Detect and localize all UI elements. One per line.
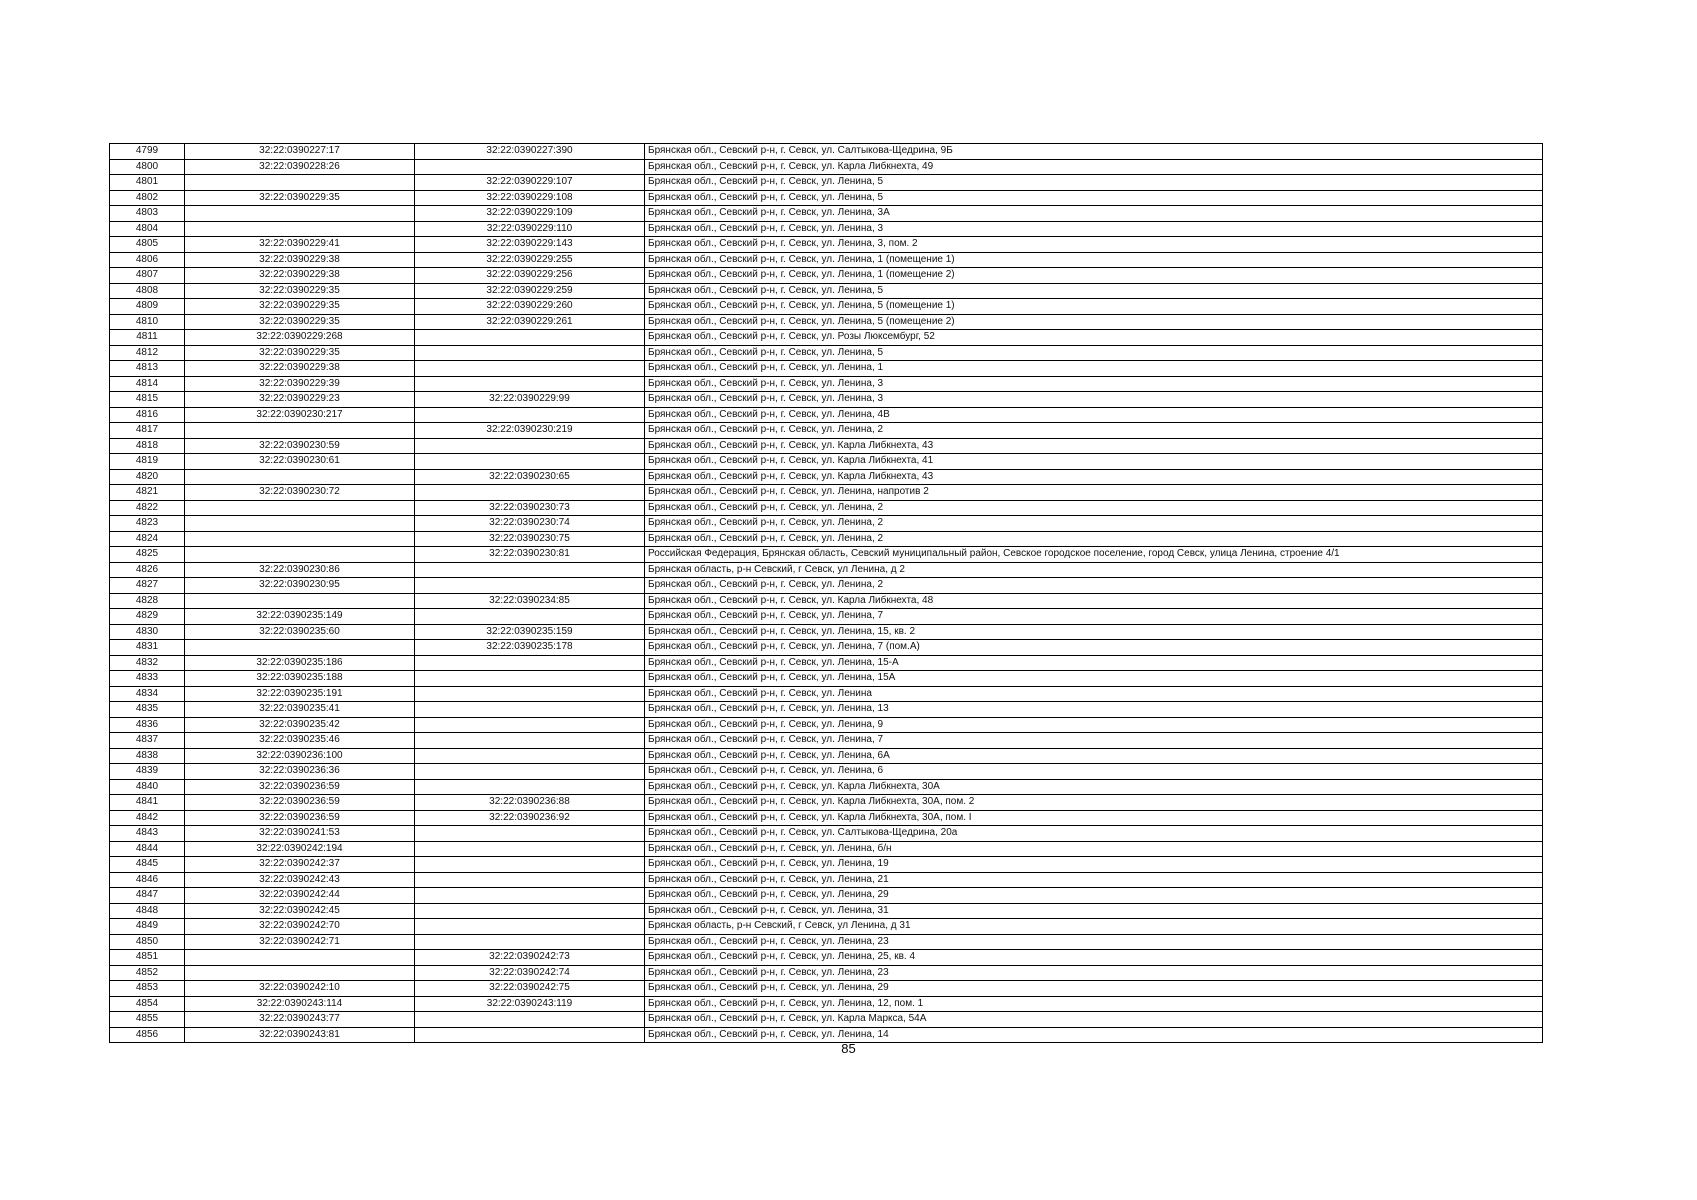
row-number-cell: 4853 bbox=[110, 981, 185, 997]
table-row bbox=[110, 624, 1543, 640]
object-cadastral-number-cell bbox=[415, 438, 645, 454]
address-cell: Брянская обл., Севский р-н, г. Севск, ул. Карла Либкнехта, 30А, пом. I bbox=[645, 810, 1543, 826]
property-registry-table bbox=[109, 143, 1543, 1043]
table-row bbox=[110, 609, 1543, 625]
table-row bbox=[110, 206, 1543, 222]
cadastral-number-cell: 32:22:0390243:114 bbox=[185, 996, 415, 1012]
address-cell: Брянская обл., Севский р-н, г. Севск, ул. Ленина, 3А bbox=[645, 206, 1543, 222]
object-cadastral-number-cell: 32:22:0390242:73 bbox=[415, 950, 645, 966]
registry-table-body bbox=[110, 144, 1543, 1043]
object-cadastral-number-cell bbox=[415, 330, 645, 346]
table-row bbox=[110, 919, 1543, 935]
address-cell: Брянская обл., Севский р-н, г. Севск, ул. Ленина, 2 bbox=[645, 516, 1543, 532]
table-row bbox=[110, 702, 1543, 718]
table-row bbox=[110, 981, 1543, 997]
address-cell: Брянская обл., Севский р-н, г. Севск, ул. Ленина, 3, пом. 2 bbox=[645, 237, 1543, 253]
cadastral-number-cell: 32:22:0390229:35 bbox=[185, 190, 415, 206]
row-number-cell: 4819 bbox=[110, 454, 185, 470]
object-cadastral-number-cell bbox=[415, 609, 645, 625]
row-number-cell: 4851 bbox=[110, 950, 185, 966]
object-cadastral-number-cell bbox=[415, 779, 645, 795]
table-row bbox=[110, 748, 1543, 764]
cadastral-number-cell bbox=[185, 531, 415, 547]
address-cell: Брянская обл., Севский р-н, г. Севск, ул. Ленина, 2 bbox=[645, 423, 1543, 439]
object-cadastral-number-cell bbox=[415, 733, 645, 749]
cadastral-number-cell: 32:22:0390230:86 bbox=[185, 562, 415, 578]
table-row bbox=[110, 314, 1543, 330]
address-cell: Брянская обл., Севский р-н, г. Севск, ул. Ленина, 5 bbox=[645, 190, 1543, 206]
table-row bbox=[110, 268, 1543, 284]
row-number-cell: 4843 bbox=[110, 826, 185, 842]
cadastral-number-cell: 32:22:0390241:53 bbox=[185, 826, 415, 842]
row-number-cell: 4805 bbox=[110, 237, 185, 253]
object-cadastral-number-cell bbox=[415, 1012, 645, 1028]
table-row bbox=[110, 283, 1543, 299]
row-number-cell: 4847 bbox=[110, 888, 185, 904]
address-cell: Брянская обл., Севский р-н, г. Севск, ул. Салтыкова-Щедрина, 20а bbox=[645, 826, 1543, 842]
row-number-cell: 4844 bbox=[110, 841, 185, 857]
table-row bbox=[110, 159, 1543, 175]
object-cadastral-number-cell bbox=[415, 748, 645, 764]
row-number-cell: 4848 bbox=[110, 903, 185, 919]
row-number-cell: 4818 bbox=[110, 438, 185, 454]
cadastral-number-cell: 32:22:0390242:45 bbox=[185, 903, 415, 919]
cadastral-number-cell: 32:22:0390230:217 bbox=[185, 407, 415, 423]
row-number-cell: 4852 bbox=[110, 965, 185, 981]
table-row bbox=[110, 221, 1543, 237]
table-row bbox=[110, 888, 1543, 904]
table-row bbox=[110, 810, 1543, 826]
address-cell: Брянская обл., Севский р-н, г. Севск, ул. Ленина, 3 bbox=[645, 376, 1543, 392]
row-number-cell: 4831 bbox=[110, 640, 185, 656]
object-cadastral-number-cell bbox=[415, 345, 645, 361]
cadastral-number-cell: 32:22:0390235:46 bbox=[185, 733, 415, 749]
cadastral-number-cell: 32:22:0390236:36 bbox=[185, 764, 415, 780]
row-number-cell: 4815 bbox=[110, 392, 185, 408]
object-cadastral-number-cell: 32:22:0390230:81 bbox=[415, 547, 645, 563]
table-row bbox=[110, 500, 1543, 516]
object-cadastral-number-cell bbox=[415, 702, 645, 718]
row-number-cell: 4807 bbox=[110, 268, 185, 284]
cadastral-number-cell: 32:22:0390235:41 bbox=[185, 702, 415, 718]
table-row bbox=[110, 361, 1543, 377]
table-row bbox=[110, 345, 1543, 361]
row-number-cell: 4800 bbox=[110, 159, 185, 175]
address-cell: Брянская обл., Севский р-н, г. Севск, ул. Ленина, 31 bbox=[645, 903, 1543, 919]
object-cadastral-number-cell bbox=[415, 578, 645, 594]
row-number-cell: 4830 bbox=[110, 624, 185, 640]
cadastral-number-cell: 32:22:0390235:191 bbox=[185, 686, 415, 702]
object-cadastral-number-cell: 32:22:0390229:99 bbox=[415, 392, 645, 408]
cadastral-number-cell: 32:22:0390229:35 bbox=[185, 314, 415, 330]
row-number-cell: 4801 bbox=[110, 175, 185, 191]
address-cell: Брянская обл., Севский р-н, г. Севск, ул. Ленина, 6А bbox=[645, 748, 1543, 764]
address-cell: Брянская обл., Севский р-н, г. Севск, ул. Ленина, 21 bbox=[645, 872, 1543, 888]
row-number-cell: 4803 bbox=[110, 206, 185, 222]
cadastral-number-cell: 32:22:0390242:71 bbox=[185, 934, 415, 950]
object-cadastral-number-cell bbox=[415, 655, 645, 671]
cadastral-number-cell: 32:22:0390230:61 bbox=[185, 454, 415, 470]
object-cadastral-number-cell bbox=[415, 485, 645, 501]
object-cadastral-number-cell: 32:22:0390230:219 bbox=[415, 423, 645, 439]
address-cell: Брянская обл., Севский р-н, г. Севск, ул. Ленина, 14 bbox=[645, 1027, 1543, 1043]
table-row bbox=[110, 547, 1543, 563]
object-cadastral-number-cell bbox=[415, 686, 645, 702]
address-cell: Брянская обл., Севский р-н, г. Севск, ул. Салтыкова-Щедрина, 9Б bbox=[645, 144, 1543, 160]
object-cadastral-number-cell bbox=[415, 376, 645, 392]
table-row bbox=[110, 299, 1543, 315]
table-row bbox=[110, 903, 1543, 919]
row-number-cell: 4804 bbox=[110, 221, 185, 237]
object-cadastral-number-cell: 32:22:0390230:75 bbox=[415, 531, 645, 547]
address-cell: Брянская обл., Севский р-н, г. Севск, ул. Карла Либкнехта, 41 bbox=[645, 454, 1543, 470]
table-row bbox=[110, 655, 1543, 671]
table-row bbox=[110, 423, 1543, 439]
table-row bbox=[110, 872, 1543, 888]
row-number-cell: 4826 bbox=[110, 562, 185, 578]
cadastral-number-cell: 32:22:0390243:81 bbox=[185, 1027, 415, 1043]
address-cell: Брянская обл., Севский р-н, г. Севск, ул. Карла Либкнехта, 43 bbox=[645, 438, 1543, 454]
object-cadastral-number-cell bbox=[415, 562, 645, 578]
cadastral-number-cell: 32:22:0390243:77 bbox=[185, 1012, 415, 1028]
row-number-cell: 4838 bbox=[110, 748, 185, 764]
cadastral-number-cell: 32:22:0390236:59 bbox=[185, 795, 415, 811]
table-row bbox=[110, 779, 1543, 795]
cadastral-number-cell bbox=[185, 500, 415, 516]
table-row bbox=[110, 330, 1543, 346]
object-cadastral-number-cell: 32:22:0390236:88 bbox=[415, 795, 645, 811]
row-number-cell: 4814 bbox=[110, 376, 185, 392]
row-number-cell: 4829 bbox=[110, 609, 185, 625]
object-cadastral-number-cell bbox=[415, 934, 645, 950]
address-cell: Брянская обл., Севский р-н, г. Севск, ул. Ленина, 5 (помещение 2) bbox=[645, 314, 1543, 330]
row-number-cell: 4809 bbox=[110, 299, 185, 315]
cadastral-number-cell: 32:22:0390242:70 bbox=[185, 919, 415, 935]
cadastral-number-cell: 32:22:0390229:38 bbox=[185, 252, 415, 268]
row-number-cell: 4808 bbox=[110, 283, 185, 299]
address-cell: Брянская обл., Севский р-н, г. Севск, ул. Ленина, 5 (помещение 1) bbox=[645, 299, 1543, 315]
address-cell: Брянская обл., Севский р-н, г. Севск, ул. Ленина, 29 bbox=[645, 888, 1543, 904]
cadastral-number-cell: 32:22:0390229:38 bbox=[185, 361, 415, 377]
object-cadastral-number-cell bbox=[415, 857, 645, 873]
address-cell: Брянская обл., Севский р-н, г. Севск, ул. Ленина, 19 bbox=[645, 857, 1543, 873]
row-number-cell: 4825 bbox=[110, 547, 185, 563]
table-row bbox=[110, 407, 1543, 423]
row-number-cell: 4832 bbox=[110, 655, 185, 671]
address-cell: Брянская обл., Севский р-н, г. Севск, ул. Ленина, 23 bbox=[645, 965, 1543, 981]
object-cadastral-number-cell: 32:22:0390229:260 bbox=[415, 299, 645, 315]
cadastral-number-cell: 32:22:0390236:100 bbox=[185, 748, 415, 764]
table-row bbox=[110, 826, 1543, 842]
address-cell: Брянская обл., Севский р-н, г. Севск, ул. Ленина, 7 bbox=[645, 733, 1543, 749]
address-cell: Брянская обл., Севский р-н, г. Севск, ул. Ленина, 1 (помещение 1) bbox=[645, 252, 1543, 268]
object-cadastral-number-cell bbox=[415, 671, 645, 687]
table-row bbox=[110, 376, 1543, 392]
address-cell: Брянская обл., Севский р-н, г. Севск, ул. Карла Маркса, 54А bbox=[645, 1012, 1543, 1028]
address-cell: Брянская обл., Севский р-н, г. Севск, ул. Ленина, 9 bbox=[645, 717, 1543, 733]
address-cell: Брянская обл., Севский р-н, г. Севск, ул. Карла Либкнехта, 43 bbox=[645, 469, 1543, 485]
table-row bbox=[110, 733, 1543, 749]
row-number-cell: 4812 bbox=[110, 345, 185, 361]
cadastral-number-cell: 32:22:0390229:41 bbox=[185, 237, 415, 253]
row-number-cell: 4855 bbox=[110, 1012, 185, 1028]
cadastral-number-cell: 32:22:0390242:10 bbox=[185, 981, 415, 997]
object-cadastral-number-cell: 32:22:0390230:73 bbox=[415, 500, 645, 516]
object-cadastral-number-cell: 32:22:0390229:255 bbox=[415, 252, 645, 268]
table-row bbox=[110, 454, 1543, 470]
object-cadastral-number-cell: 32:22:0390229:110 bbox=[415, 221, 645, 237]
row-number-cell: 4810 bbox=[110, 314, 185, 330]
address-cell: Брянская обл., Севский р-н, г. Севск, ул. Ленина, 23 bbox=[645, 934, 1543, 950]
table-row bbox=[110, 531, 1543, 547]
cadastral-number-cell bbox=[185, 950, 415, 966]
object-cadastral-number-cell: 32:22:0390229:109 bbox=[415, 206, 645, 222]
row-number-cell: 4854 bbox=[110, 996, 185, 1012]
cadastral-number-cell: 32:22:0390242:44 bbox=[185, 888, 415, 904]
address-cell: Брянская обл., Севский р-н, г. Севск, ул. Карла Либкнехта, 48 bbox=[645, 593, 1543, 609]
object-cadastral-number-cell bbox=[415, 454, 645, 470]
object-cadastral-number-cell bbox=[415, 764, 645, 780]
object-cadastral-number-cell bbox=[415, 407, 645, 423]
table-row bbox=[110, 686, 1543, 702]
row-number-cell: 4835 bbox=[110, 702, 185, 718]
address-cell: Брянская обл., Севский р-н, г. Севск, ул. Ленина, 2 bbox=[645, 531, 1543, 547]
row-number-cell: 4823 bbox=[110, 516, 185, 532]
row-number-cell: 4828 bbox=[110, 593, 185, 609]
object-cadastral-number-cell: 32:22:0390235:178 bbox=[415, 640, 645, 656]
object-cadastral-number-cell bbox=[415, 841, 645, 857]
row-number-cell: 4849 bbox=[110, 919, 185, 935]
row-number-cell: 4821 bbox=[110, 485, 185, 501]
row-number-cell: 4813 bbox=[110, 361, 185, 377]
row-number-cell: 4836 bbox=[110, 717, 185, 733]
object-cadastral-number-cell: 32:22:0390229:256 bbox=[415, 268, 645, 284]
cadastral-number-cell bbox=[185, 423, 415, 439]
cadastral-number-cell bbox=[185, 547, 415, 563]
row-number-cell: 4820 bbox=[110, 469, 185, 485]
table-row bbox=[110, 965, 1543, 981]
cadastral-number-cell bbox=[185, 221, 415, 237]
object-cadastral-number-cell bbox=[415, 717, 645, 733]
address-cell: Брянская обл., Севский р-н, г. Севск, ул. Ленина, 3 bbox=[645, 221, 1543, 237]
address-cell: Брянская обл., Севский р-н, г. Севск, ул. Ленина, 25, кв. 4 bbox=[645, 950, 1543, 966]
object-cadastral-number-cell: 32:22:0390229:107 bbox=[415, 175, 645, 191]
address-cell: Брянская обл., Севский р-н, г. Севск, ул. Ленина, 1 (помещение 2) bbox=[645, 268, 1543, 284]
page-number: 85 bbox=[841, 1041, 856, 1056]
object-cadastral-number-cell: 32:22:0390236:92 bbox=[415, 810, 645, 826]
row-number-cell: 4837 bbox=[110, 733, 185, 749]
cadastral-number-cell: 32:22:0390235:60 bbox=[185, 624, 415, 640]
object-cadastral-number-cell: 32:22:0390234:85 bbox=[415, 593, 645, 609]
object-cadastral-number-cell bbox=[415, 361, 645, 377]
object-cadastral-number-cell: 32:22:0390227:390 bbox=[415, 144, 645, 160]
object-cadastral-number-cell: 32:22:0390230:74 bbox=[415, 516, 645, 532]
cadastral-number-cell: 32:22:0390227:17 bbox=[185, 144, 415, 160]
row-number-cell: 4817 bbox=[110, 423, 185, 439]
address-cell: Брянская обл., Севский р-н, г. Севск, ул. Ленина, 29 bbox=[645, 981, 1543, 997]
table-row bbox=[110, 175, 1543, 191]
cadastral-number-cell: 32:22:0390229:23 bbox=[185, 392, 415, 408]
row-number-cell: 4806 bbox=[110, 252, 185, 268]
address-cell: Брянская обл., Севский р-н, г. Севск, ул. Ленина, 15, кв. 2 bbox=[645, 624, 1543, 640]
row-number-cell: 4846 bbox=[110, 872, 185, 888]
cadastral-number-cell: 32:22:0390236:59 bbox=[185, 779, 415, 795]
row-number-cell: 4842 bbox=[110, 810, 185, 826]
row-number-cell: 4856 bbox=[110, 1027, 185, 1043]
address-cell: Брянская обл., Севский р-н, г. Севск, ул. Ленина, 2 bbox=[645, 578, 1543, 594]
table-row bbox=[110, 934, 1543, 950]
object-cadastral-number-cell bbox=[415, 903, 645, 919]
table-row bbox=[110, 950, 1543, 966]
row-number-cell: 4827 bbox=[110, 578, 185, 594]
address-cell: Брянская обл., Севский р-н, г. Севск, ул. Ленина, 15А bbox=[645, 671, 1543, 687]
table-row bbox=[110, 392, 1543, 408]
cadastral-number-cell: 32:22:0390235:42 bbox=[185, 717, 415, 733]
address-cell: Брянская обл., Севский р-н, г. Севск, ул. Ленина, 13 bbox=[645, 702, 1543, 718]
address-cell: Российская Федерация, Брянская область, Севский муниципальный район, Севское городское поселение, город Севск, улица Ленина, строение 4/1 bbox=[645, 547, 1543, 563]
object-cadastral-number-cell: 32:22:0390229:261 bbox=[415, 314, 645, 330]
row-number-cell: 4833 bbox=[110, 671, 185, 687]
object-cadastral-number-cell: 32:22:0390229:108 bbox=[415, 190, 645, 206]
table-row bbox=[110, 438, 1543, 454]
cadastral-number-cell bbox=[185, 593, 415, 609]
address-cell: Брянская обл., Севский р-н, г. Севск, ул. Ленина, 5 bbox=[645, 175, 1543, 191]
cadastral-number-cell: 32:22:0390229:35 bbox=[185, 299, 415, 315]
object-cadastral-number-cell: 32:22:0390235:159 bbox=[415, 624, 645, 640]
object-cadastral-number-cell bbox=[415, 888, 645, 904]
table-row bbox=[110, 469, 1543, 485]
table-row bbox=[110, 764, 1543, 780]
address-cell: Брянская обл., Севский р-н, г. Севск, ул. Ленина, 7 (пом.А) bbox=[645, 640, 1543, 656]
table-row bbox=[110, 562, 1543, 578]
row-number-cell: 4841 bbox=[110, 795, 185, 811]
row-number-cell: 4850 bbox=[110, 934, 185, 950]
cadastral-number-cell: 32:22:0390229:38 bbox=[185, 268, 415, 284]
row-number-cell: 4799 bbox=[110, 144, 185, 160]
table-row bbox=[110, 1012, 1543, 1028]
cadastral-number-cell: 32:22:0390229:35 bbox=[185, 283, 415, 299]
address-cell: Брянская обл., Севский р-н, г. Севск, ул. Ленина, б/н bbox=[645, 841, 1543, 857]
address-cell: Брянская область, р-н Севский, г Севск, ул Ленина, д 31 bbox=[645, 919, 1543, 935]
address-cell: Брянская обл., Севский р-н, г. Севск, ул. Ленина, 12, пом. 1 bbox=[645, 996, 1543, 1012]
cadastral-number-cell bbox=[185, 516, 415, 532]
address-cell: Брянская область, р-н Севский, г Севск, ул Ленина, д 2 bbox=[645, 562, 1543, 578]
table-row bbox=[110, 640, 1543, 656]
address-cell: Брянская обл., Севский р-н, г. Севск, ул. Ленина bbox=[645, 686, 1543, 702]
cadastral-number-cell: 32:22:0390235:188 bbox=[185, 671, 415, 687]
table-row bbox=[110, 190, 1543, 206]
object-cadastral-number-cell bbox=[415, 872, 645, 888]
cadastral-number-cell: 32:22:0390236:59 bbox=[185, 810, 415, 826]
cadastral-number-cell: 32:22:0390229:35 bbox=[185, 345, 415, 361]
row-number-cell: 4824 bbox=[110, 531, 185, 547]
cadastral-number-cell: 32:22:0390235:149 bbox=[185, 609, 415, 625]
cadastral-number-cell: 32:22:0390230:72 bbox=[185, 485, 415, 501]
address-cell: Брянская обл., Севский р-н, г. Севск, ул. Ленина, 1 bbox=[645, 361, 1543, 377]
address-cell: Брянская обл., Севский р-н, г. Севск, ул. Карла Либкнехта, 30А bbox=[645, 779, 1543, 795]
object-cadastral-number-cell: 32:22:0390230:65 bbox=[415, 469, 645, 485]
object-cadastral-number-cell: 32:22:0390242:74 bbox=[415, 965, 645, 981]
row-number-cell: 4839 bbox=[110, 764, 185, 780]
table-row bbox=[110, 841, 1543, 857]
table-row bbox=[110, 593, 1543, 609]
cadastral-number-cell bbox=[185, 175, 415, 191]
row-number-cell: 4802 bbox=[110, 190, 185, 206]
row-number-cell: 4845 bbox=[110, 857, 185, 873]
row-number-cell: 4840 bbox=[110, 779, 185, 795]
object-cadastral-number-cell: 32:22:0390243:119 bbox=[415, 996, 645, 1012]
address-cell: Брянская обл., Севский р-н, г. Севск, ул. Ленина, 4В bbox=[645, 407, 1543, 423]
table-row bbox=[110, 717, 1543, 733]
table-row bbox=[110, 485, 1543, 501]
table-row bbox=[110, 795, 1543, 811]
cadastral-number-cell: 32:22:0390229:268 bbox=[185, 330, 415, 346]
table-row bbox=[110, 671, 1543, 687]
cadastral-number-cell bbox=[185, 469, 415, 485]
row-number-cell: 4811 bbox=[110, 330, 185, 346]
address-cell: Брянская обл., Севский р-н, г. Севск, ул. Ленина, 6 bbox=[645, 764, 1543, 780]
table-row bbox=[110, 857, 1543, 873]
table-row bbox=[110, 252, 1543, 268]
address-cell: Брянская обл., Севский р-н, г. Севск, ул. Карла Либкнехта, 30А, пом. 2 bbox=[645, 795, 1543, 811]
table-row bbox=[110, 996, 1543, 1012]
object-cadastral-number-cell: 32:22:0390229:259 bbox=[415, 283, 645, 299]
table-row bbox=[110, 237, 1543, 253]
table-row bbox=[110, 578, 1543, 594]
object-cadastral-number-cell: 32:22:0390229:143 bbox=[415, 237, 645, 253]
cadastral-number-cell: 32:22:0390235:186 bbox=[185, 655, 415, 671]
address-cell: Брянская обл., Севский р-н, г. Севск, ул. Ленина, 3 bbox=[645, 392, 1543, 408]
cadastral-number-cell: 32:22:0390230:95 bbox=[185, 578, 415, 594]
address-cell: Брянская обл., Севский р-н, г. Севск, ул. Ленина, 7 bbox=[645, 609, 1543, 625]
cadastral-number-cell bbox=[185, 965, 415, 981]
table-row bbox=[110, 144, 1543, 160]
row-number-cell: 4834 bbox=[110, 686, 185, 702]
cadastral-number-cell: 32:22:0390228:26 bbox=[185, 159, 415, 175]
row-number-cell: 4816 bbox=[110, 407, 185, 423]
cadastral-number-cell: 32:22:0390242:37 bbox=[185, 857, 415, 873]
object-cadastral-number-cell bbox=[415, 919, 645, 935]
cadastral-number-cell: 32:22:0390230:59 bbox=[185, 438, 415, 454]
cadastral-number-cell: 32:22:0390229:39 bbox=[185, 376, 415, 392]
cadastral-number-cell: 32:22:0390242:43 bbox=[185, 872, 415, 888]
address-cell: Брянская обл., Севский р-н, г. Севск, ул. Ленина, 5 bbox=[645, 345, 1543, 361]
table-row bbox=[110, 516, 1543, 532]
address-cell: Брянская обл., Севский р-н, г. Севск, ул. Ленина, 2 bbox=[645, 500, 1543, 516]
address-cell: Брянская обл., Севский р-н, г. Севск, ул. Розы Люксембург, 52 bbox=[645, 330, 1543, 346]
object-cadastral-number-cell: 32:22:0390242:75 bbox=[415, 981, 645, 997]
object-cadastral-number-cell bbox=[415, 159, 645, 175]
cadastral-number-cell bbox=[185, 206, 415, 222]
address-cell: Брянская обл., Севский р-н, г. Севск, ул. Карла Либкнехта, 49 bbox=[645, 159, 1543, 175]
address-cell: Брянская обл., Севский р-н, г. Севск, ул. Ленина, напротив 2 bbox=[645, 485, 1543, 501]
cadastral-number-cell: 32:22:0390242:194 bbox=[185, 841, 415, 857]
cadastral-number-cell bbox=[185, 640, 415, 656]
object-cadastral-number-cell bbox=[415, 826, 645, 842]
address-cell: Брянская обл., Севский р-н, г. Севск, ул. Ленина, 15-А bbox=[645, 655, 1543, 671]
row-number-cell: 4822 bbox=[110, 500, 185, 516]
address-cell: Брянская обл., Севский р-н, г. Севск, ул. Ленина, 5 bbox=[645, 283, 1543, 299]
